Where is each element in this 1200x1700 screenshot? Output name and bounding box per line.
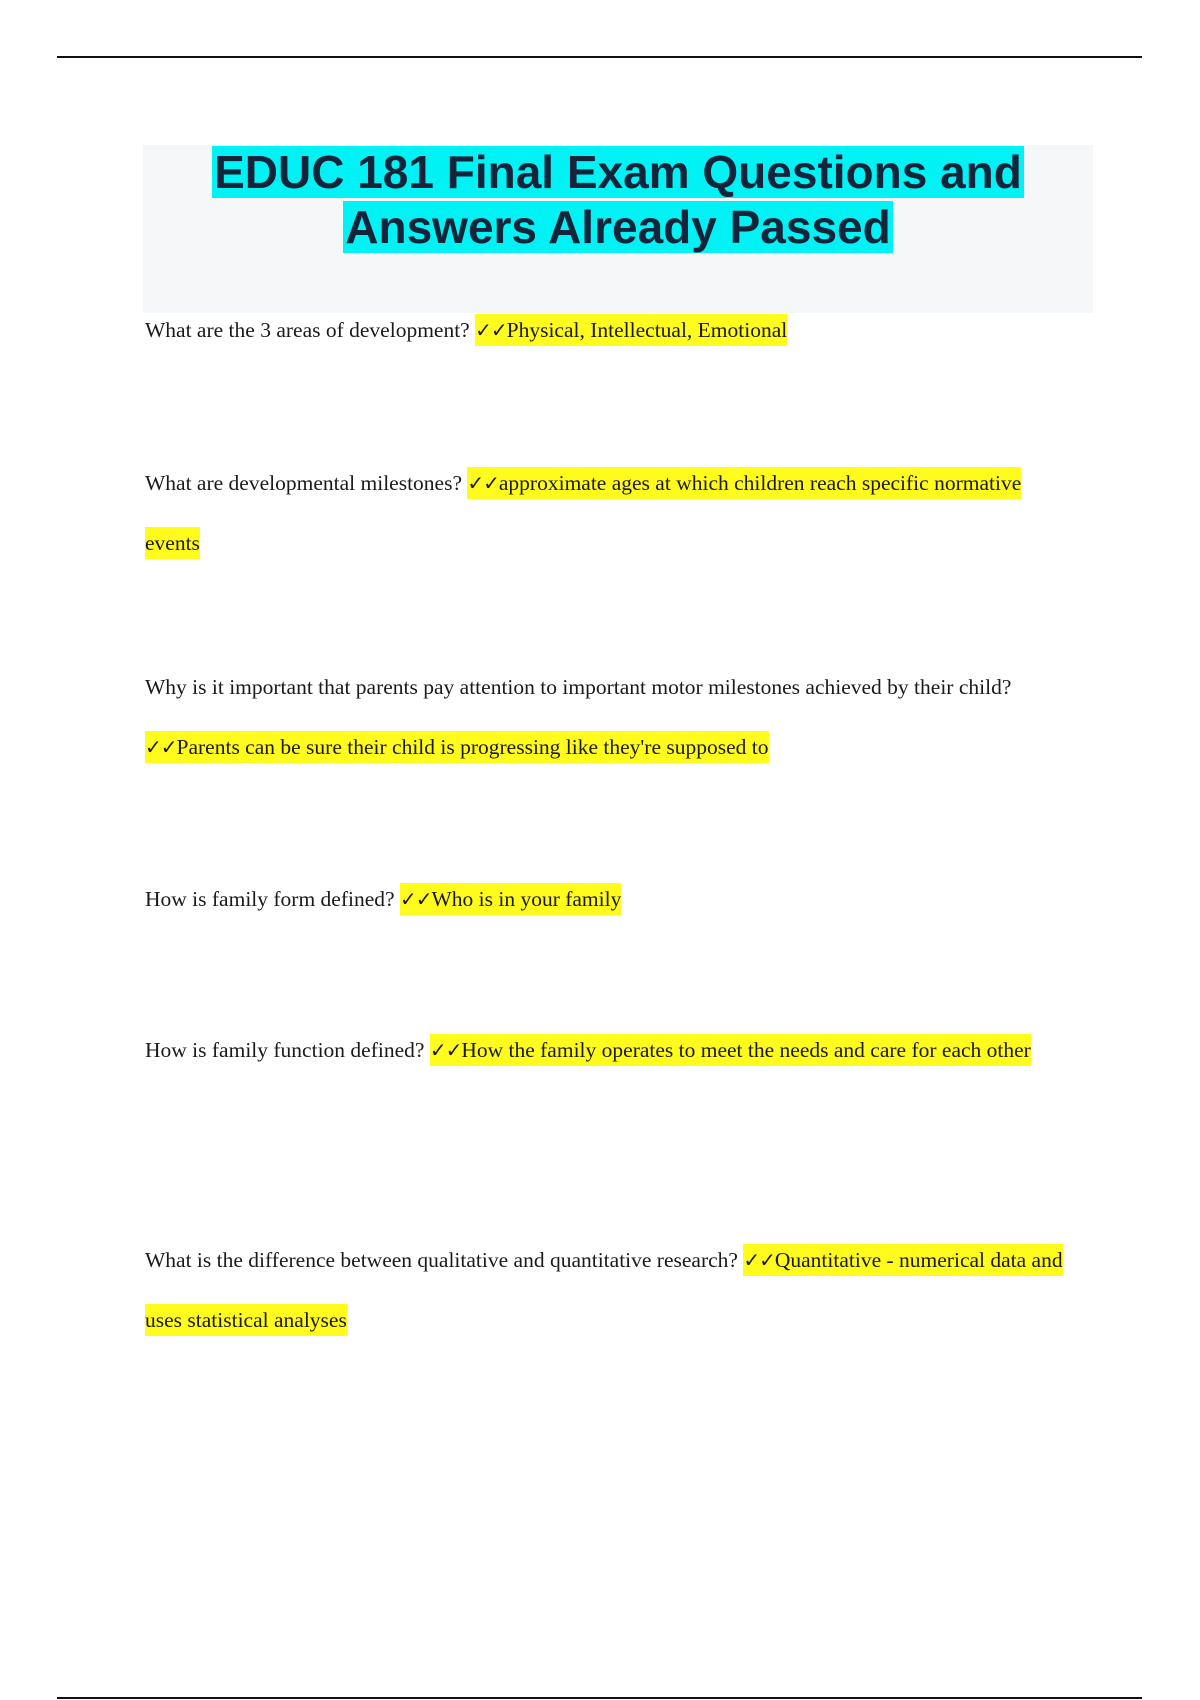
qa-item [145, 1230, 1065, 1350]
answer-highlight [400, 883, 621, 915]
title-block [143, 145, 1093, 313]
qa-item [145, 869, 1065, 929]
double-check-icon: ✓✓ [743, 1248, 775, 1272]
answer-highlight [475, 314, 787, 346]
qa-item [145, 657, 1065, 777]
answer-highlight [145, 731, 769, 763]
qa-item [145, 1020, 1065, 1080]
answer-text: Physical, Intellectual, Emotional [506, 318, 788, 342]
double-check-icon: ✓✓ [399, 887, 432, 911]
answer-text: Parents can be sure their child is progressing like they're supposed to [176, 735, 769, 759]
answer-text: approximate ages at which children reach specific normative events [145, 471, 1022, 555]
bottom-rule [57, 1697, 1142, 1699]
double-check-icon: ✓✓ [475, 318, 507, 342]
question-text: How is family form defined? [145, 887, 395, 911]
title-line-2: Answers Already Passed [345, 201, 891, 253]
question-text: What are the 3 areas of development? [145, 318, 470, 342]
qa-item [145, 453, 1065, 573]
answer-text: How the family operates to meet the needs and care for each other [461, 1038, 1031, 1062]
top-rule [57, 56, 1142, 58]
answer-text: Quantitative - numerical data and uses statistical analyses [145, 1248, 1063, 1332]
answer-highlight [430, 1034, 1031, 1066]
qa-item [145, 300, 1065, 360]
question-text: What are developmental milestones? [145, 471, 462, 495]
double-check-icon: ✓✓ [467, 471, 499, 495]
double-check-icon: ✓✓ [429, 1038, 462, 1062]
document-title [143, 145, 1093, 255]
answer-text: Who is in your family [431, 887, 622, 911]
question-text: What is the difference between qualitative and quantitative research? [145, 1248, 738, 1272]
double-check-icon: ✓✓ [145, 735, 177, 759]
question-text: How is family function defined? [145, 1038, 425, 1062]
title-line-1: EDUC 181 Final Exam Questions and [214, 146, 1022, 198]
question-text: Why is it important that parents pay attention to important motor milestones achieved by their child? [145, 675, 1012, 699]
